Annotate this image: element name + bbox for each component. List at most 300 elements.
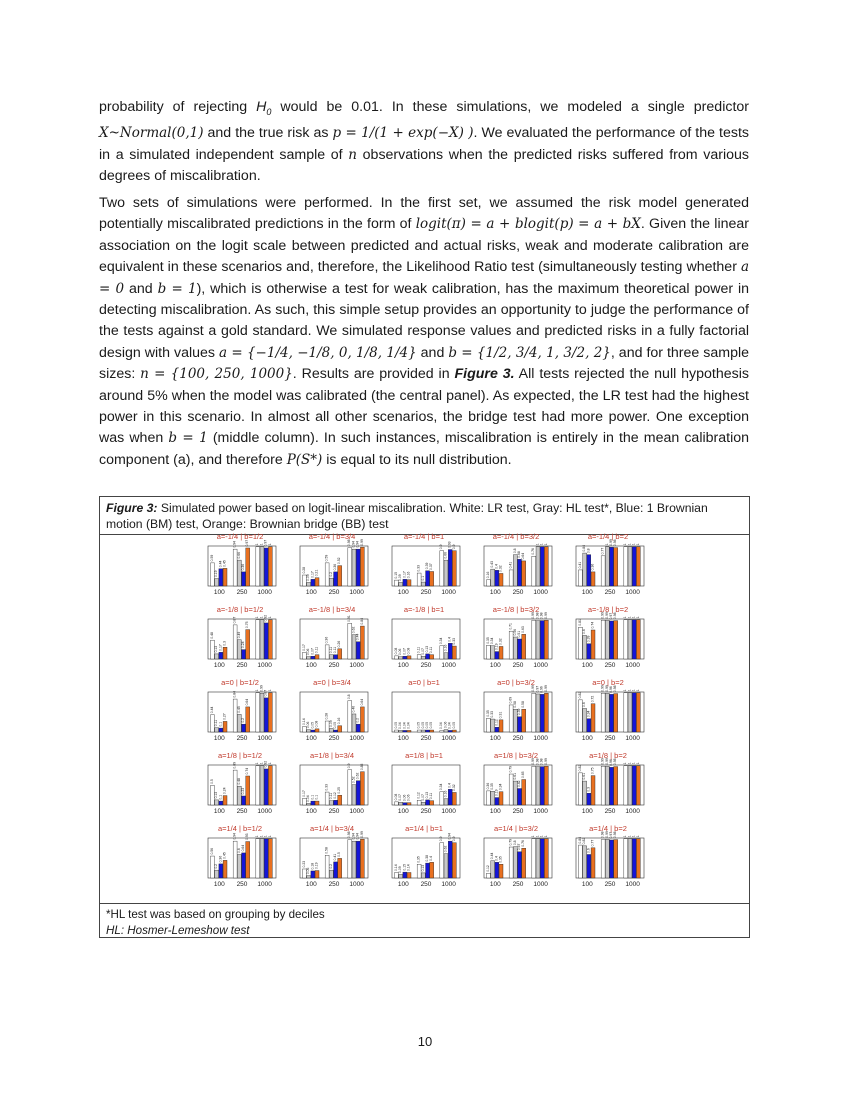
bar-brownian	[544, 766, 548, 805]
bar-value-label: 0.2	[355, 717, 360, 723]
x-tick-label: 250	[328, 589, 340, 596]
bar-value-label: 0.45	[222, 560, 227, 567]
bar-hl	[260, 547, 264, 586]
bar-value-label: 1	[623, 616, 628, 619]
x-tick-label: 100	[397, 589, 409, 596]
bar-lr	[624, 693, 628, 732]
bar-1	[448, 841, 452, 878]
bar-value-label: 1	[631, 543, 636, 546]
x-tick-label: 1000	[441, 589, 456, 596]
bar-value-label: 0.63	[521, 626, 526, 633]
bar-value-label: 0.27	[222, 713, 227, 720]
bar-value-label: 0.99	[600, 612, 605, 619]
bar-value-label: 0.58	[512, 701, 517, 708]
bar-1	[448, 643, 452, 659]
bar-1	[540, 839, 544, 878]
h0-symbol: $H_0$	[256, 99, 272, 117]
bar-1	[518, 789, 522, 805]
x-tick-label: 250	[420, 589, 432, 596]
bar-value-label: 0.3	[586, 787, 591, 792]
bar-hl	[260, 620, 264, 659]
panel-23	[484, 824, 552, 888]
bar-brownian	[315, 729, 319, 732]
bar-value-label: 1	[604, 543, 609, 546]
bar-brownian	[452, 551, 456, 586]
bar-value-label: 0.13	[214, 791, 219, 799]
bar-brownian	[452, 792, 456, 805]
bar-1	[356, 841, 360, 878]
x-tick-label: 250	[604, 881, 616, 888]
x-tick-label: 250	[512, 662, 524, 669]
figure-notes	[106, 907, 325, 939]
bar-value-label: 0.11	[328, 792, 333, 800]
text-run: ), which is otherwise a test for weak calibration, has the maximum theoretical power in detecting miscalibration. As such, this simple setup provides an opportunity to judge the performance of the tests against a gold standard. We simulated response values and predicted risks in a fully factorial design with values	[99, 280, 750, 361]
bar-value-label: 1	[627, 762, 632, 765]
bar-1	[495, 798, 499, 805]
bar-value-label: 0.69	[508, 696, 513, 704]
bar-brownian	[268, 547, 272, 586]
panel-title: a=0 | b=1	[408, 678, 440, 687]
bar-value-label: 0.42	[516, 780, 521, 788]
bar-hl	[329, 870, 333, 878]
bar-lr	[395, 730, 399, 732]
x-tick-label: 100	[581, 735, 593, 742]
x-tick-label: 100	[305, 735, 317, 742]
bar-hl	[628, 839, 632, 878]
bar-hl	[260, 693, 264, 732]
bar-brownian	[246, 548, 250, 586]
bar-value-label: 1	[635, 616, 640, 619]
bar-value-label: 0.6	[586, 848, 591, 853]
bar-value-label: 0.62	[355, 772, 360, 780]
panel-14	[576, 678, 644, 742]
x-tick-label: 100	[397, 808, 409, 815]
panel-title: a=0 | b=3/4	[313, 678, 351, 687]
bar-hl	[215, 870, 219, 878]
bar-value-label: 0.98	[613, 539, 618, 547]
bar-hl	[444, 799, 448, 805]
bar-brownian	[452, 646, 456, 659]
bar-lr	[601, 556, 605, 586]
bar-1	[610, 547, 614, 586]
bar-value-label: 0.64	[245, 698, 250, 706]
panel-2	[392, 532, 460, 596]
bar-brownian	[591, 848, 595, 878]
bar-brownian	[360, 626, 364, 659]
x-tick-label: 100	[397, 662, 409, 669]
x-tick-label: 250	[420, 662, 432, 669]
bar-1	[242, 724, 246, 732]
bar-1	[540, 547, 544, 586]
bar-value-label: 0.45	[236, 706, 241, 713]
math-expression: a = 0	[99, 259, 749, 297]
bar-brownian	[636, 693, 640, 732]
bar-brownian	[544, 693, 548, 732]
x-tick-label: 250	[512, 808, 524, 815]
bar-value-label: 0.65	[521, 771, 526, 779]
bar-brownian	[223, 647, 227, 659]
bar-brownian	[614, 548, 618, 586]
x-tick-label: 100	[213, 662, 225, 669]
x-tick-label: 100	[489, 808, 501, 815]
bar-1	[219, 728, 223, 732]
bar-value-label: 0.52	[351, 776, 356, 784]
bar-hl	[307, 657, 311, 659]
bar-value-label: 0.2	[240, 717, 245, 723]
bar-brownian	[315, 871, 319, 878]
bar-value-label: 0.13	[424, 791, 429, 799]
bar-hl	[421, 656, 425, 659]
bar-value-label: 0.11	[328, 646, 333, 654]
bar-hl	[307, 582, 311, 586]
bar-brownian	[430, 862, 434, 878]
panel-8	[484, 605, 552, 669]
page-number: 10	[417, 1034, 433, 1049]
x-tick-label: 1000	[625, 735, 640, 742]
bar-value-label: 0.64	[521, 552, 526, 560]
bar-1	[540, 767, 544, 805]
bar-value-label: 0.36	[485, 782, 490, 790]
bar-value-label: 0.99	[604, 685, 609, 692]
bar-value-label: 0.4	[494, 564, 499, 569]
bar-value-label: 0.84	[582, 544, 587, 552]
bar-value-label: 0.08	[393, 647, 398, 655]
bar-brownian	[499, 864, 503, 878]
bar-value-label: 0.94	[355, 541, 360, 548]
panel-title: a=1/8 | b=3/2	[493, 751, 539, 760]
bar-value-label: 0.2	[328, 863, 333, 869]
bar-value-label: 0.82	[582, 837, 587, 845]
bar-brownian	[407, 803, 411, 805]
bar-1	[242, 572, 246, 586]
bar-value-label: 1	[267, 543, 272, 546]
bar-value-label: 0.98	[600, 831, 605, 839]
x-tick-label: 250	[236, 808, 248, 815]
bar-value-label: 0.16	[443, 790, 448, 798]
bar-lr	[601, 693, 605, 732]
bar-value-label: 0.06	[443, 721, 448, 729]
x-tick-label: 1000	[441, 662, 456, 669]
bar-value-label: 0.75	[245, 621, 250, 629]
panel-0	[208, 532, 276, 596]
bar-brownian	[499, 573, 503, 586]
bar-value-label: 0.32	[451, 784, 456, 791]
x-tick-label: 100	[397, 881, 409, 888]
bar-value-label: 0.33	[490, 710, 495, 718]
bar-lr	[601, 766, 605, 805]
panel-title: a=1/8 | b=1/2	[217, 751, 263, 760]
text-run: . We evaluated the performance of the tests in a simulated independent sample of	[99, 125, 749, 163]
bar-1	[311, 801, 315, 805]
bar-hl	[237, 854, 241, 878]
figure-label: Figure 3:	[106, 501, 158, 515]
x-tick-label: 1000	[349, 808, 364, 815]
bar-value-label: 0.39	[586, 635, 591, 643]
bar-1	[219, 864, 223, 878]
bar-value-label: 1	[635, 835, 640, 838]
panel-title: a=-1/8 | b=2	[587, 605, 629, 614]
bar-value-label: 0.9	[451, 544, 456, 550]
bar-value-label: 0.77	[600, 547, 605, 555]
bar-value-label: 0.11	[214, 719, 219, 727]
bar-lr	[417, 730, 421, 732]
bar-brownian	[522, 780, 526, 805]
panel-title: a=-1/4 | b=3/4	[308, 532, 356, 541]
panel-18	[484, 751, 552, 815]
paragraph-1	[99, 97, 749, 187]
bar-value-label: 0.4	[429, 856, 434, 861]
bar-value-label: 0.19	[494, 789, 499, 797]
x-tick-label: 100	[305, 808, 317, 815]
bar-hl	[215, 654, 219, 659]
bar-value-label: 1	[539, 835, 544, 838]
bar-value-label: 1	[531, 835, 536, 838]
bar-value-label: 0.97	[608, 612, 613, 620]
bar-value-label: 1	[631, 835, 636, 838]
paragraph-2	[99, 193, 749, 471]
bar-value-label: 0.98	[347, 831, 352, 839]
bar-value-label: 0.15	[393, 572, 398, 579]
bar-hl	[215, 800, 219, 805]
bar-value-label: 0.1	[218, 794, 223, 800]
bar-1	[610, 840, 614, 878]
math-expression: logit(π) = a + blogit(p) = a + bX	[415, 216, 641, 233]
bar-value-label: 0.09	[398, 574, 403, 581]
bar-lr	[256, 766, 260, 805]
math-expression: b = 1	[168, 430, 208, 447]
x-tick-label: 1000	[441, 735, 456, 742]
bar-value-label: 0.14	[393, 864, 398, 872]
panel-title: a=-1/8 | b=3/4	[308, 605, 356, 614]
bar-value-label: 0.66	[236, 552, 241, 559]
bar-1	[587, 793, 591, 805]
bar-1	[334, 655, 338, 659]
bar-hl	[444, 653, 448, 659]
bar-value-label: 0.68	[516, 551, 521, 558]
bar-value-label: 0.34	[439, 783, 444, 791]
bar-1	[403, 803, 407, 805]
panel-title: a=-1/8 | b=1	[403, 605, 445, 614]
bar-1	[518, 717, 522, 732]
bar-1	[264, 698, 268, 732]
bar-value-label: 0.48	[209, 632, 214, 639]
bar-value-label: 1	[631, 616, 636, 619]
x-tick-label: 100	[489, 662, 501, 669]
math-expression: a = {−1/4, −1/8, 0, 1/8, 1/4}	[218, 344, 417, 361]
x-tick-label: 1000	[257, 735, 272, 742]
bar-value-label: 1	[623, 835, 628, 838]
bar-value-label: 0.99	[543, 612, 548, 619]
bar-brownian	[430, 655, 434, 659]
bar-value-label: 0.9	[439, 544, 444, 550]
bar-hl	[215, 728, 219, 732]
bar-hl	[605, 620, 609, 659]
bar-value-label: 0.56	[209, 847, 214, 855]
bar-value-label: 0.94	[351, 541, 356, 548]
bar-value-label: 0.74	[245, 767, 250, 775]
bar-value-label: 0.44	[218, 560, 223, 568]
math-expression: P(S*)	[286, 451, 323, 468]
bar-value-label: 0.37	[429, 563, 434, 570]
text-run: All tests rejected the null hypothesis around 5% when the model was calibrated (the central panel). As expected, the LR test had the highest power in this scenario. In almost all other scenarios, the bridge test had more power. One exception was when	[99, 366, 749, 447]
bar-value-label: 0.6	[582, 702, 587, 707]
bar-hl	[307, 876, 311, 878]
bar-value-label: 0.6	[236, 848, 241, 853]
bar-value-label: 0.67	[516, 843, 521, 851]
bar-value-label: 0.17	[301, 790, 306, 797]
bar-value-label: 0.84	[232, 690, 237, 698]
bar-value-label: 0.13	[420, 864, 425, 872]
bar-brownian	[223, 721, 227, 732]
bar-brownian	[268, 620, 272, 659]
bar-hl	[491, 861, 495, 878]
bar-lr	[509, 705, 513, 732]
bar-1	[540, 694, 544, 732]
bar-lr	[487, 580, 491, 586]
panel-7	[392, 605, 460, 669]
bar-value-label: 0.09	[328, 720, 333, 727]
bar-lr	[532, 620, 536, 659]
bar-1	[403, 656, 407, 659]
panel-17	[392, 751, 460, 815]
bar-1	[311, 579, 315, 586]
text-run: observations when the predicted risks suffered from various degrees of miscalibration.	[99, 146, 749, 185]
bar-value-label: 0.4	[447, 637, 452, 642]
x-tick-label: 250	[328, 662, 340, 669]
bar-value-label: 0.99	[259, 685, 264, 692]
panel-title: a=1/8 | b=1	[405, 751, 443, 760]
bar-value-label: 0.82	[577, 691, 582, 699]
bar-hl	[399, 730, 403, 732]
bar-value-label: 0.94	[447, 833, 452, 840]
bar-brownian	[430, 730, 434, 732]
bar-value-label: 1	[259, 835, 264, 838]
bar-value-label: 0.35	[485, 637, 490, 644]
bar-value-label: 0.4	[494, 856, 499, 861]
x-tick-label: 1000	[257, 881, 272, 888]
bar-brownian	[452, 843, 456, 878]
math-expression: n	[348, 146, 357, 163]
bar-value-label: 1	[631, 762, 636, 765]
bar-brownian	[499, 720, 503, 732]
bar-value-label: 0.51	[516, 630, 521, 638]
bar-hl	[605, 547, 609, 586]
bar-value-label: 0.79	[508, 838, 513, 846]
bar-brownian	[338, 858, 342, 878]
bar-value-label: 0.35	[416, 856, 421, 863]
bar-value-label: 0.58	[324, 847, 329, 854]
text-run: probability of rejecting	[99, 99, 257, 115]
bar-value-label: 0.96	[608, 759, 613, 766]
bar-brownian	[338, 795, 342, 805]
panel-title: a=1/4 | b=1/2	[217, 824, 263, 833]
bar-value-label: 0.26	[337, 640, 342, 648]
bar-value-label: 1	[635, 689, 640, 692]
bar-value-label: 1	[255, 762, 260, 765]
bar-value-label: 0.13	[424, 645, 429, 653]
x-tick-label: 100	[489, 735, 501, 742]
panel-5	[208, 605, 276, 669]
x-tick-label: 100	[581, 881, 593, 888]
bar-value-label: 0.8	[512, 548, 517, 554]
bar-lr	[601, 620, 605, 659]
note-hl-grouping: *HL test was based on grouping by deciles	[106, 908, 325, 921]
bar-1	[632, 547, 636, 586]
bar-brownian	[614, 621, 618, 659]
x-tick-label: 1000	[533, 662, 548, 669]
bar-value-label: 0.34	[439, 637, 444, 645]
bar-value-label: 0.33	[451, 637, 456, 645]
bar-lr	[509, 847, 513, 878]
bar-1	[518, 559, 522, 586]
x-tick-label: 250	[604, 589, 616, 596]
bar-value-label: 0.17	[301, 644, 306, 651]
bar-value-label: 0.11	[332, 646, 337, 654]
x-tick-label: 250	[236, 881, 248, 888]
bar-value-label: 0.98	[613, 831, 618, 839]
bar-value-label: 0.76	[521, 840, 526, 847]
bar-value-label: 0.31	[498, 711, 503, 719]
bar-value-label: 0.05	[420, 721, 425, 729]
bar-value-label: 0.72	[590, 695, 595, 703]
bar-brownian	[223, 568, 227, 586]
bar-1	[426, 571, 430, 586]
bar-value-label: 1	[535, 543, 540, 546]
bar-brownian	[360, 772, 364, 805]
x-tick-label: 1000	[349, 881, 364, 888]
bar-hl	[307, 803, 311, 805]
text-run: . Results are provided in	[292, 366, 455, 383]
bar-value-label: 0.98	[347, 539, 352, 547]
figure-reference: Figure 3.	[454, 366, 515, 383]
panel-title: a=-1/4 | b=1/2	[216, 532, 264, 541]
x-tick-label: 100	[213, 808, 225, 815]
math-expression: X~Normal(0,1)	[99, 125, 204, 142]
x-tick-label: 250	[420, 735, 432, 742]
bar-value-label: 0.11	[314, 646, 319, 654]
bar-1	[448, 730, 452, 732]
bar-brownian	[499, 646, 503, 659]
panel-title: a=1/4 | b=1	[405, 824, 443, 833]
bar-1	[426, 730, 430, 732]
bar-brownian	[636, 620, 640, 659]
bar-lr	[348, 840, 352, 878]
bar-value-label: 0.33	[324, 783, 329, 791]
bar-value-label: 1	[631, 689, 636, 692]
bar-value-label: 0.44	[355, 633, 360, 641]
bar-value-label: 0.28	[301, 566, 306, 574]
bar-1	[518, 639, 522, 659]
bar-brownian	[522, 634, 526, 659]
bar-lr	[233, 625, 237, 659]
bar-value-label: 0.35	[490, 783, 495, 790]
bar-value-label: 0.96	[539, 686, 544, 693]
bar-brownian	[636, 839, 640, 878]
bar-hl	[329, 801, 333, 805]
bar-value-label: 0.08	[393, 793, 398, 801]
bar-value-label: 0.99	[531, 685, 536, 692]
bar-brownian	[614, 767, 618, 805]
panel-21	[300, 824, 368, 888]
bar-1	[264, 769, 268, 805]
bar-value-label: 0.99	[600, 758, 605, 765]
bar-value-label: 0.05	[332, 721, 337, 729]
bar-brownian	[430, 571, 434, 586]
panel-11	[300, 678, 368, 742]
bar-value-label: 0.99	[604, 831, 609, 838]
bar-value-label: 0.34	[490, 637, 495, 645]
bar-value-label: 0.18	[310, 862, 315, 870]
